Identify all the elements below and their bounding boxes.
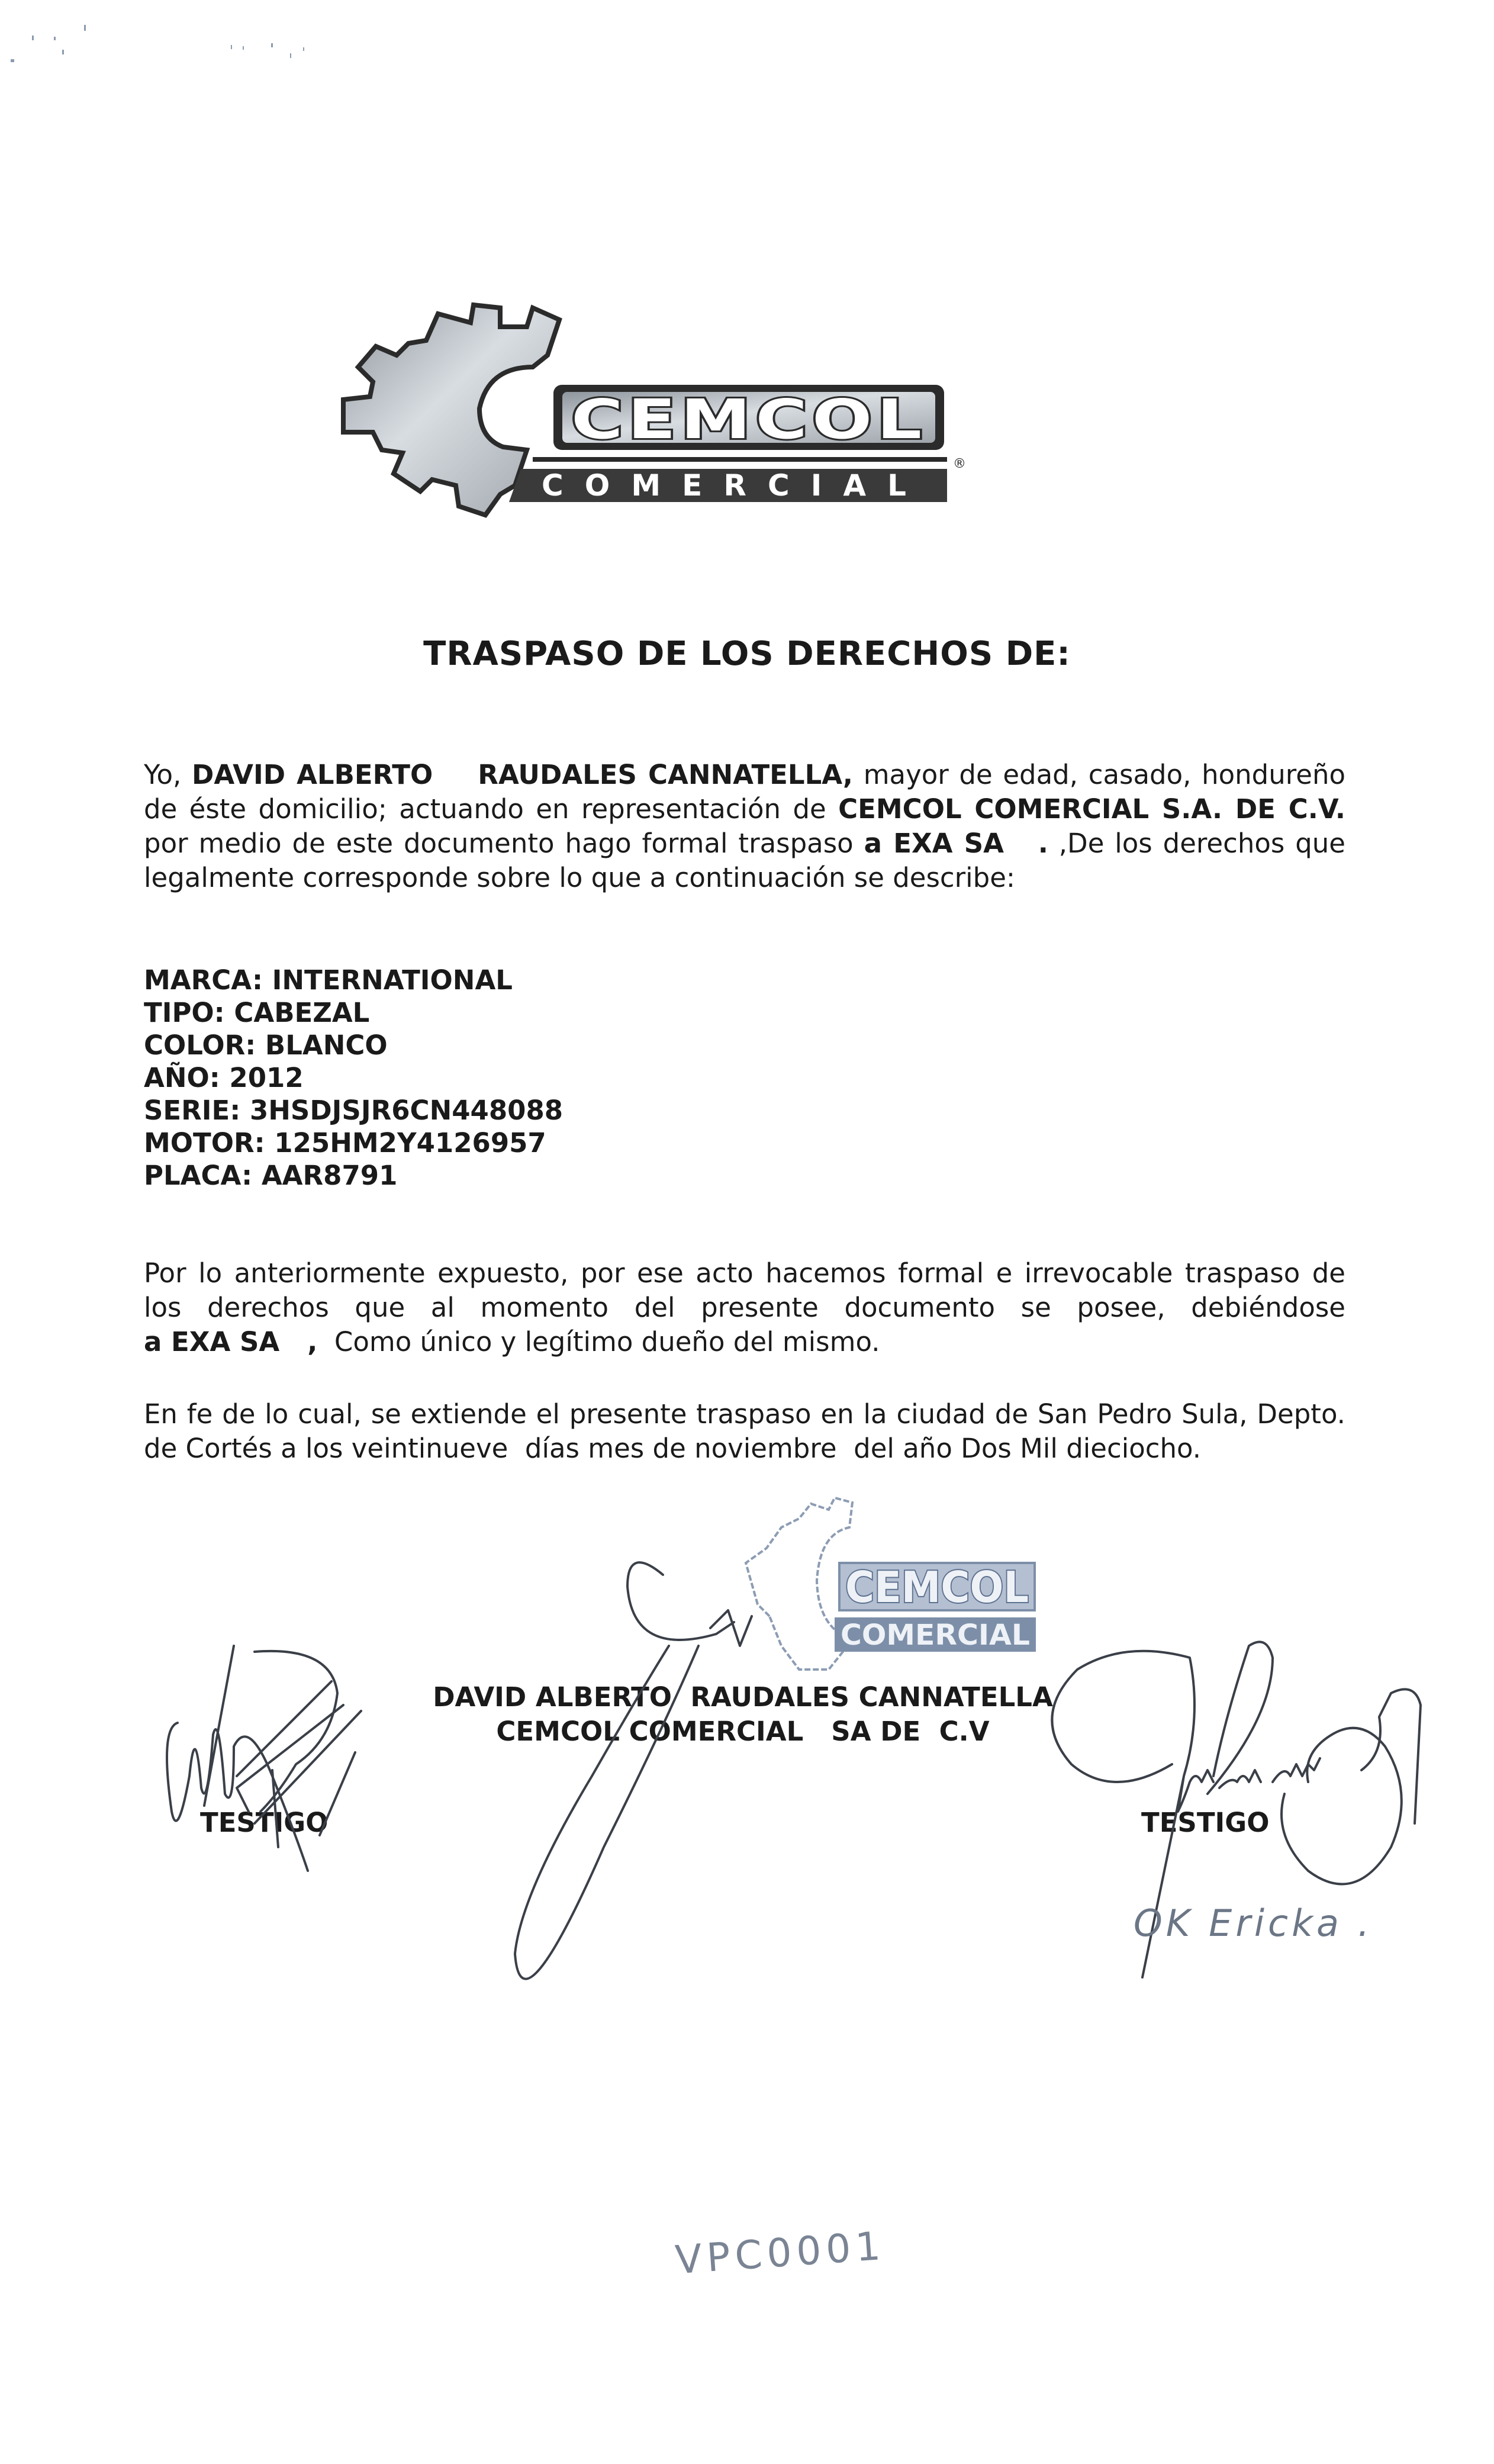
svg-text:CEMCOL: CEMCOL	[571, 388, 926, 451]
scan-specks	[0, 0, 829, 89]
vehicle-specs	[144, 964, 563, 1192]
witness-right-note: OK Ericka .	[1134, 1902, 1373, 1945]
cemcol-comercial-logo	[337, 296, 1160, 521]
logo-subtitle-text: COMERCIAL	[542, 468, 920, 503]
company-stamp	[710, 1492, 1042, 1681]
registered-mark: ®	[953, 456, 966, 471]
transfer-text-1: Por lo anteriormente expuesto, por ese acto hacemos formal e irrevocable traspaso de los derechos que al momento del presente documento se posee, debiéndose	[144, 1257, 1345, 1323]
witness-left-label: TESTIGO	[200, 1807, 329, 1838]
signer-block	[403, 1680, 1083, 1749]
spec-placa: PLACA: AAR8791	[144, 1160, 398, 1191]
stamp-subtitle-text: COMERCIAL	[841, 1619, 1030, 1652]
signer-name: DAVID ALBERTO RAUDALES CANNATELLA	[433, 1681, 1053, 1713]
signer-company: CEMCOL COMERCIAL SA DE C.V	[496, 1716, 990, 1747]
stamp-brand-text: CEMCOL	[845, 1562, 1029, 1612]
transfer-paragraph	[144, 1256, 1345, 1359]
spec-color: COLOR: BLANCO	[144, 1030, 388, 1061]
spec-marca: MARCA: INTERNATIONAL	[144, 964, 513, 996]
intro-paragraph	[144, 758, 1345, 895]
spec-motor: MOTOR: 125HM2Y4126957	[144, 1127, 546, 1159]
intro-text-2: mayor de edad, casado, hondureño de éste domicilio; actuando en representación de	[144, 759, 1346, 825]
company-name: CEMCOL COMERCIAL S.A. DE C.V.	[838, 793, 1345, 825]
transfer-text-2: Como único y legítimo dueño del mismo.	[317, 1326, 880, 1358]
recipient-name-2: a EXA SA ,	[144, 1326, 318, 1358]
recipient-name: a EXA SA .	[864, 828, 1048, 859]
intro-text-3: por medio de este documento hago formal traspaso	[144, 828, 864, 859]
witness-right-label: TESTIGO	[1141, 1807, 1270, 1838]
handwritten-reference: VPC0001	[674, 2222, 887, 2283]
spec-ano: AÑO: 2012	[144, 1062, 304, 1093]
closing-paragraph: En fe de lo cual, se extiende el presente traspaso en la ciudad de San Pedro Sula, Depto. de Cortés a los veintinueve días mes de noviembre del año Dos Mil dieciocho.	[144, 1398, 1354, 1464]
declarant-name: DAVID ALBERTO RAUDALES CANNATELLA,	[192, 759, 854, 790]
intro-text-1: Yo,	[144, 759, 192, 790]
intro-text-4: ,De los derechos que legalmente corresponde sobre lo que a continuación se describe:	[144, 828, 1345, 893]
logo-brand-text	[553, 385, 944, 451]
spec-serie: SERIE: 3HSDJSJR6CN448088	[144, 1095, 564, 1126]
document-title: TRASPASO DE LOS DERECHOS DE:	[423, 635, 1071, 673]
spec-tipo: TIPO: CABEZAL	[144, 997, 370, 1028]
